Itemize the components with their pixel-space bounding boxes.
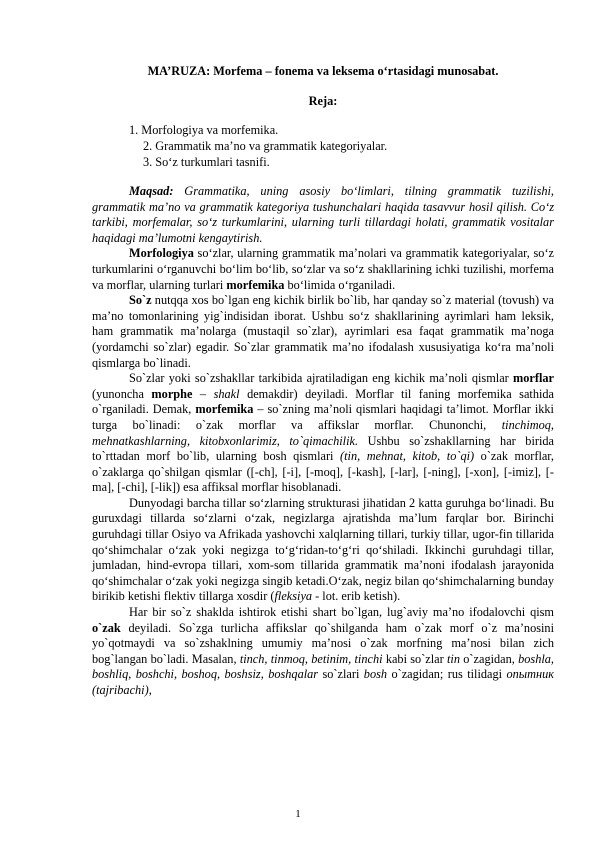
text-run: o`zagidan, <box>460 651 519 666</box>
text-run: o`zak morflar, o`zaklarga qo`shilgan qismlar ([-ch], [-i], [-moq], [-kash], [-lar], [-ning], [-xon], [-imiz], [-ma], [-chi], [-lik]) esa affiksal morflar hisoblanadi. <box>92 449 554 495</box>
paragraph-aim <box>92 184 554 246</box>
italic-run: fleksiya <box>274 589 313 604</box>
text-run: – so`zning ma’noli qismlari haqidagi ta’limot. Morflar ikki turga bo`linadi: o`zak morflar va affikslar morflar. Chunonchi, <box>92 402 554 432</box>
italic-run: tin <box>447 651 460 666</box>
plan-item: 2. Grammatik ma’no va grammatik kategoriyalar. <box>143 139 388 153</box>
lecture-title: MA’RUZA: Morfema – fonema va leksema o‘rtasidagi munosabat. <box>147 64 499 78</box>
paragraph-root <box>92 605 554 699</box>
aim-text: Grammatika, uning asosiy bo‘limlari, tilning grammatik tuzilishi, grammatik ma’no va grammatik kategoriya tushunchalari haqida tasavvur hosil qilish. Co‘z tarkibi, morfemalar, so‘z turkumlarini, ularning turli tillardagi holati, grammatik vositalar haqidagi ma’lumotni kengaytirish. <box>92 184 554 245</box>
text-run: kabi so`zlar <box>382 651 448 666</box>
italic-run: bosh <box>363 667 388 682</box>
text-run: Ushbu so`zshakllarning har birida to`rttadan morf bo`lib, ularning bosh qismlari <box>92 433 554 464</box>
text-run: o`zagidan; rus tilidagi <box>387 667 507 682</box>
term: o`zak <box>92 620 121 635</box>
term: morphe <box>151 386 193 401</box>
paragraph-word <box>92 293 554 371</box>
plan-item: 1. Morfologiya va morfemika. <box>129 123 279 137</box>
plan-list <box>129 122 387 170</box>
text-run: - lot. erib ketish). <box>312 589 401 604</box>
italic-run: boshla, boshliq, boshchi, boshoq, boshsiz, boshqalar <box>92 651 554 682</box>
italic-run: tinch, tinmoq, betinim, tinchi <box>239 651 383 666</box>
italic-run: shakl <box>213 386 240 401</box>
text-run: Dunyodagi barcha tillar so‘zlarning strukturasi jihatidan 2 katta guruhga bo‘linadi. Bu guruxdagi tillarda so‘zlarni o‘zak, negizlarga ajratishda ma’lum farqlar bor. Birinchi guruhdagi tillar Osiyo va Afrikada yashovchi xalqlarning tillari, turkiy tillar, ugor-fin tillarida qo‘shimchalar o‘zak yoki negizga to‘g‘ridan-to‘g‘ri qo‘shiladi. Ikkinchi guruhdagi tillar, jumladan, hind-evropa tillari, xom-som tillarida grammatik ma’noni ifodalash jarayonida qo‘shimchalar o‘zak yoki negizga singib ketadi.O‘zak, negiz bilan qo‘shimchalarning bunday birikib ketishi flektiv tillarga xosdir ( <box>92 495 554 604</box>
plan-item: 3. So‘z turkumlari tasnifi. <box>143 155 270 169</box>
italic-run: tinchimoq, mehnatkashlarning, kitobxonlarimiz, to`qimachilik. <box>92 417 554 448</box>
text-run: – <box>192 386 214 401</box>
text-run: (yunoncha <box>92 386 152 401</box>
aim-label: Maqsad: <box>129 184 174 198</box>
text-run: Har bir so`z shaklda ishtirok etishi shart bo`lgan, lug`aviy ma’no ifodalovchi qism <box>129 605 554 620</box>
page-number: 1 <box>295 808 301 820</box>
paragraph-morphs <box>92 371 554 496</box>
text-run: so`zlari <box>318 667 364 682</box>
paragraph-language-groups <box>92 496 554 605</box>
body-text <box>92 184 554 699</box>
italic-run: (tin, mehnat, kitob, to`qi) <box>340 449 475 464</box>
term: morfemika <box>226 277 285 292</box>
text-run: So`zlar yoki so`zshakllar tarkibida ajratiladigan eng kichik ma’noli qismlar <box>129 371 514 386</box>
term: So`z <box>129 293 152 308</box>
term: Morfologiya <box>129 246 194 261</box>
text-run: deyiladi. So`zga turlicha affikslar qo`shilganda ham o`zak morf o`z ma’nosini yo`qotmaydi va so`zshaklning umumiy ma’nosi o`zak morfning ma’nosi bilan zich bog`langan bo`ladi. Masalan, <box>92 620 554 666</box>
text-run: nutqqa xos bo`lgan eng kichik birlik bo`lib, har qanday so`z material (tovush) va ma’no tomonlarining yig`indisidan iborat. Ushbu so‘z shakllarining ayrimlari ham leksik, ham grammatik ma’nolarga (mustaqil so`zlar), ayrimlari esa faqat grammatik ma’noga (yordamchi so`zlar) egadir. So`zlar grammatik ma’no ifodalash xususiyatiga ko‘ra ma’noli qismlarga bo`linadi. <box>92 293 554 370</box>
paragraph-morphology <box>92 246 554 293</box>
term: morflar <box>513 371 554 386</box>
term: morfemika <box>195 402 254 417</box>
text-run: demakdir) deyiladi. Morflar til faning morfemika sathida o`rganiladi. Demak, <box>92 386 555 417</box>
text-run: so‘zlar, ularning grammatik ma’nolari va grammatik kategoriyalar, so‘z turkumlarini o‘rganuvchi bo‘lim bo‘lib, so‘zlar va so‘z shakllarining ichki tuzilishi, morfema va morflar, ularning turlari <box>92 246 554 292</box>
text-run: bo‘limida o‘rganiladi. <box>284 277 396 292</box>
plan-heading: Reja: <box>308 94 338 108</box>
italic-run: опытник (tajribachi), <box>92 667 554 697</box>
